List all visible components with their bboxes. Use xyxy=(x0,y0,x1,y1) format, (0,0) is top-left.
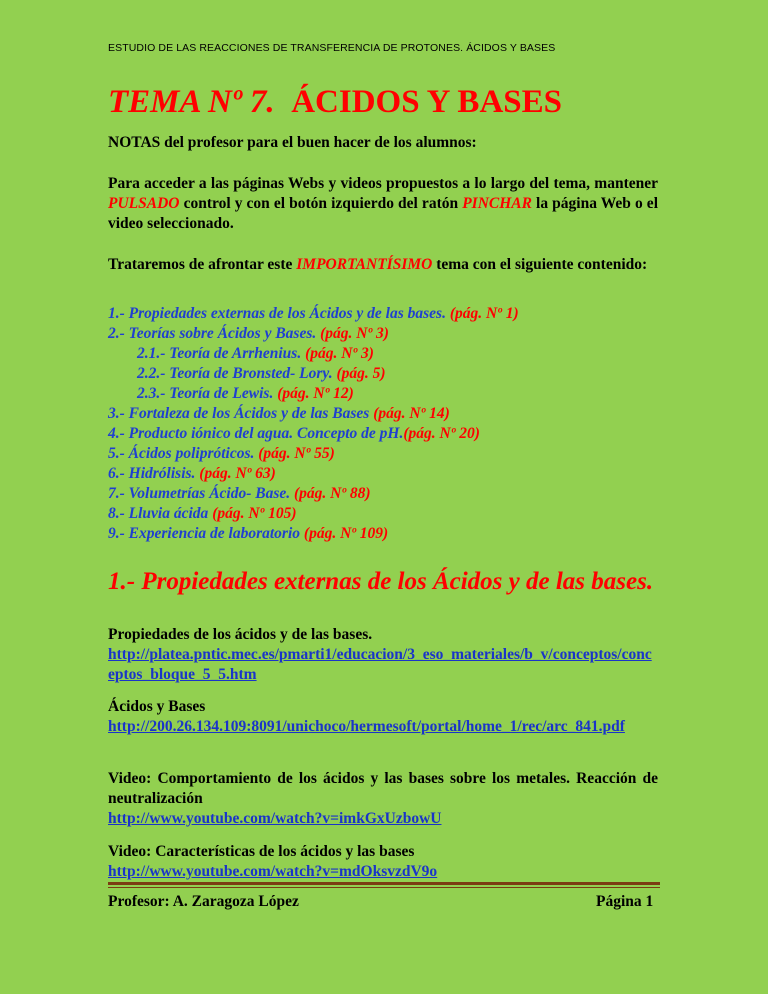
resource-3-link[interactable]: http://www.youtube.com/watch?v=imkGxUzbowU xyxy=(108,810,442,827)
footer-page-number: Página 1 xyxy=(596,893,654,910)
resource-4-title: Video: Características de los ácidos y las bases xyxy=(108,843,415,860)
footer-author: Profesor: A. Zaragoza López xyxy=(108,893,299,910)
resource-3-title: Video: Comportamiento de los ácidos y las bases sobre los metales. Reacción de neutralización xyxy=(108,770,658,807)
importantisimo-highlight: IMPORTANTÍSIMO xyxy=(296,256,433,273)
footer-rule-thin xyxy=(108,887,660,888)
toc-item-3[interactable]: 3.- Fortaleza de los Ácidos y de las Bases (pág. Nº 14) xyxy=(108,405,450,422)
resource-2-link[interactable]: http://200.26.134.109:8091/unichoco/hermesoft/portal/home_1/rec/arc_841.pdf xyxy=(108,718,625,735)
toc-item-7[interactable]: 7.- Volumetrías Ácido- Base. (pág. Nº 88) xyxy=(108,485,371,502)
resource-4-link[interactable]: http://www.youtube.com/watch?v=mdOksvzdV9o xyxy=(108,863,438,880)
resource-2 xyxy=(108,697,658,737)
pulsado-highlight: PULSADO xyxy=(108,195,180,212)
toc-item-2-3[interactable]: 2.3.- Teoría de Lewis. (pág. Nº 12) xyxy=(137,385,354,402)
instructions-paragraph: Para acceder a las páginas Webs y videos propuestos a lo largo del tema, mantener PULSADO control y con el botón izquierdo del ratón PINCHAR la página Web o el video seleccionado. xyxy=(108,175,658,232)
running-header: ESTUDIO DE LAS REACCIONES DE TRANSFERENCIA DE PROTONES. ÁCIDOS Y BASES xyxy=(108,42,556,54)
notes-heading: NOTAS del profesor para el buen hacer de los alumnos: xyxy=(108,134,477,151)
toc-item-8[interactable]: 8.- Lluvia ácida (pág. Nº 105) xyxy=(108,505,297,522)
resource-1-link[interactable]: http://platea.pntic.mec.es/pmarti1/educacion/3_eso_materiales/b_v/conceptos/conceptos_bloque_5_5.htm xyxy=(108,646,652,683)
toc-item-5[interactable]: 5.- Ácidos polipróticos. (pág. Nº 55) xyxy=(108,445,335,462)
resource-1-title: Propiedades de los ácidos y de las bases. xyxy=(108,626,373,643)
title-plain-part: ÁCIDOS Y BASES xyxy=(291,84,562,120)
resource-3 xyxy=(108,769,658,829)
toc-item-1[interactable]: 1.- Propiedades externas de los Ácidos y de las bases. (pág. Nº 1) xyxy=(108,305,519,322)
table-of-contents xyxy=(108,304,519,544)
section-1-heading: 1.- Propiedades externas de los Ácidos y de las bases. xyxy=(108,568,654,595)
footer-rule-thick xyxy=(108,882,660,885)
toc-item-2-2[interactable]: 2.2.- Teoría de Bronsted- Lory. (pág. 5) xyxy=(137,365,386,382)
toc-item-2[interactable]: 2.- Teorías sobre Ácidos y Bases. (pág. Nº 3) xyxy=(108,325,389,342)
resource-2-title: Ácidos y Bases xyxy=(108,698,206,715)
toc-item-6[interactable]: 6.- Hidrólisis. (pág. Nº 63) xyxy=(108,465,276,482)
pinchar-highlight: PINCHAR xyxy=(462,195,532,212)
resource-4 xyxy=(108,842,658,882)
page-title xyxy=(108,84,562,121)
toc-item-9[interactable]: 9.- Experiencia de laboratorio (pág. Nº 109) xyxy=(108,525,389,542)
title-italic-part: TEMA Nº 7. xyxy=(108,84,275,120)
intro-paragraph: Trataremos de afrontar este IMPORTANTÍSIMO tema con el siguiente contenido: xyxy=(108,256,648,273)
resource-1 xyxy=(108,625,658,685)
toc-item-4[interactable]: 4.- Producto iónico del agua. Concepto de pH.(pág. Nº 20) xyxy=(108,425,480,442)
toc-item-2-1[interactable]: 2.1.- Teoría de Arrhenius. (pág. Nº 3) xyxy=(137,345,374,362)
